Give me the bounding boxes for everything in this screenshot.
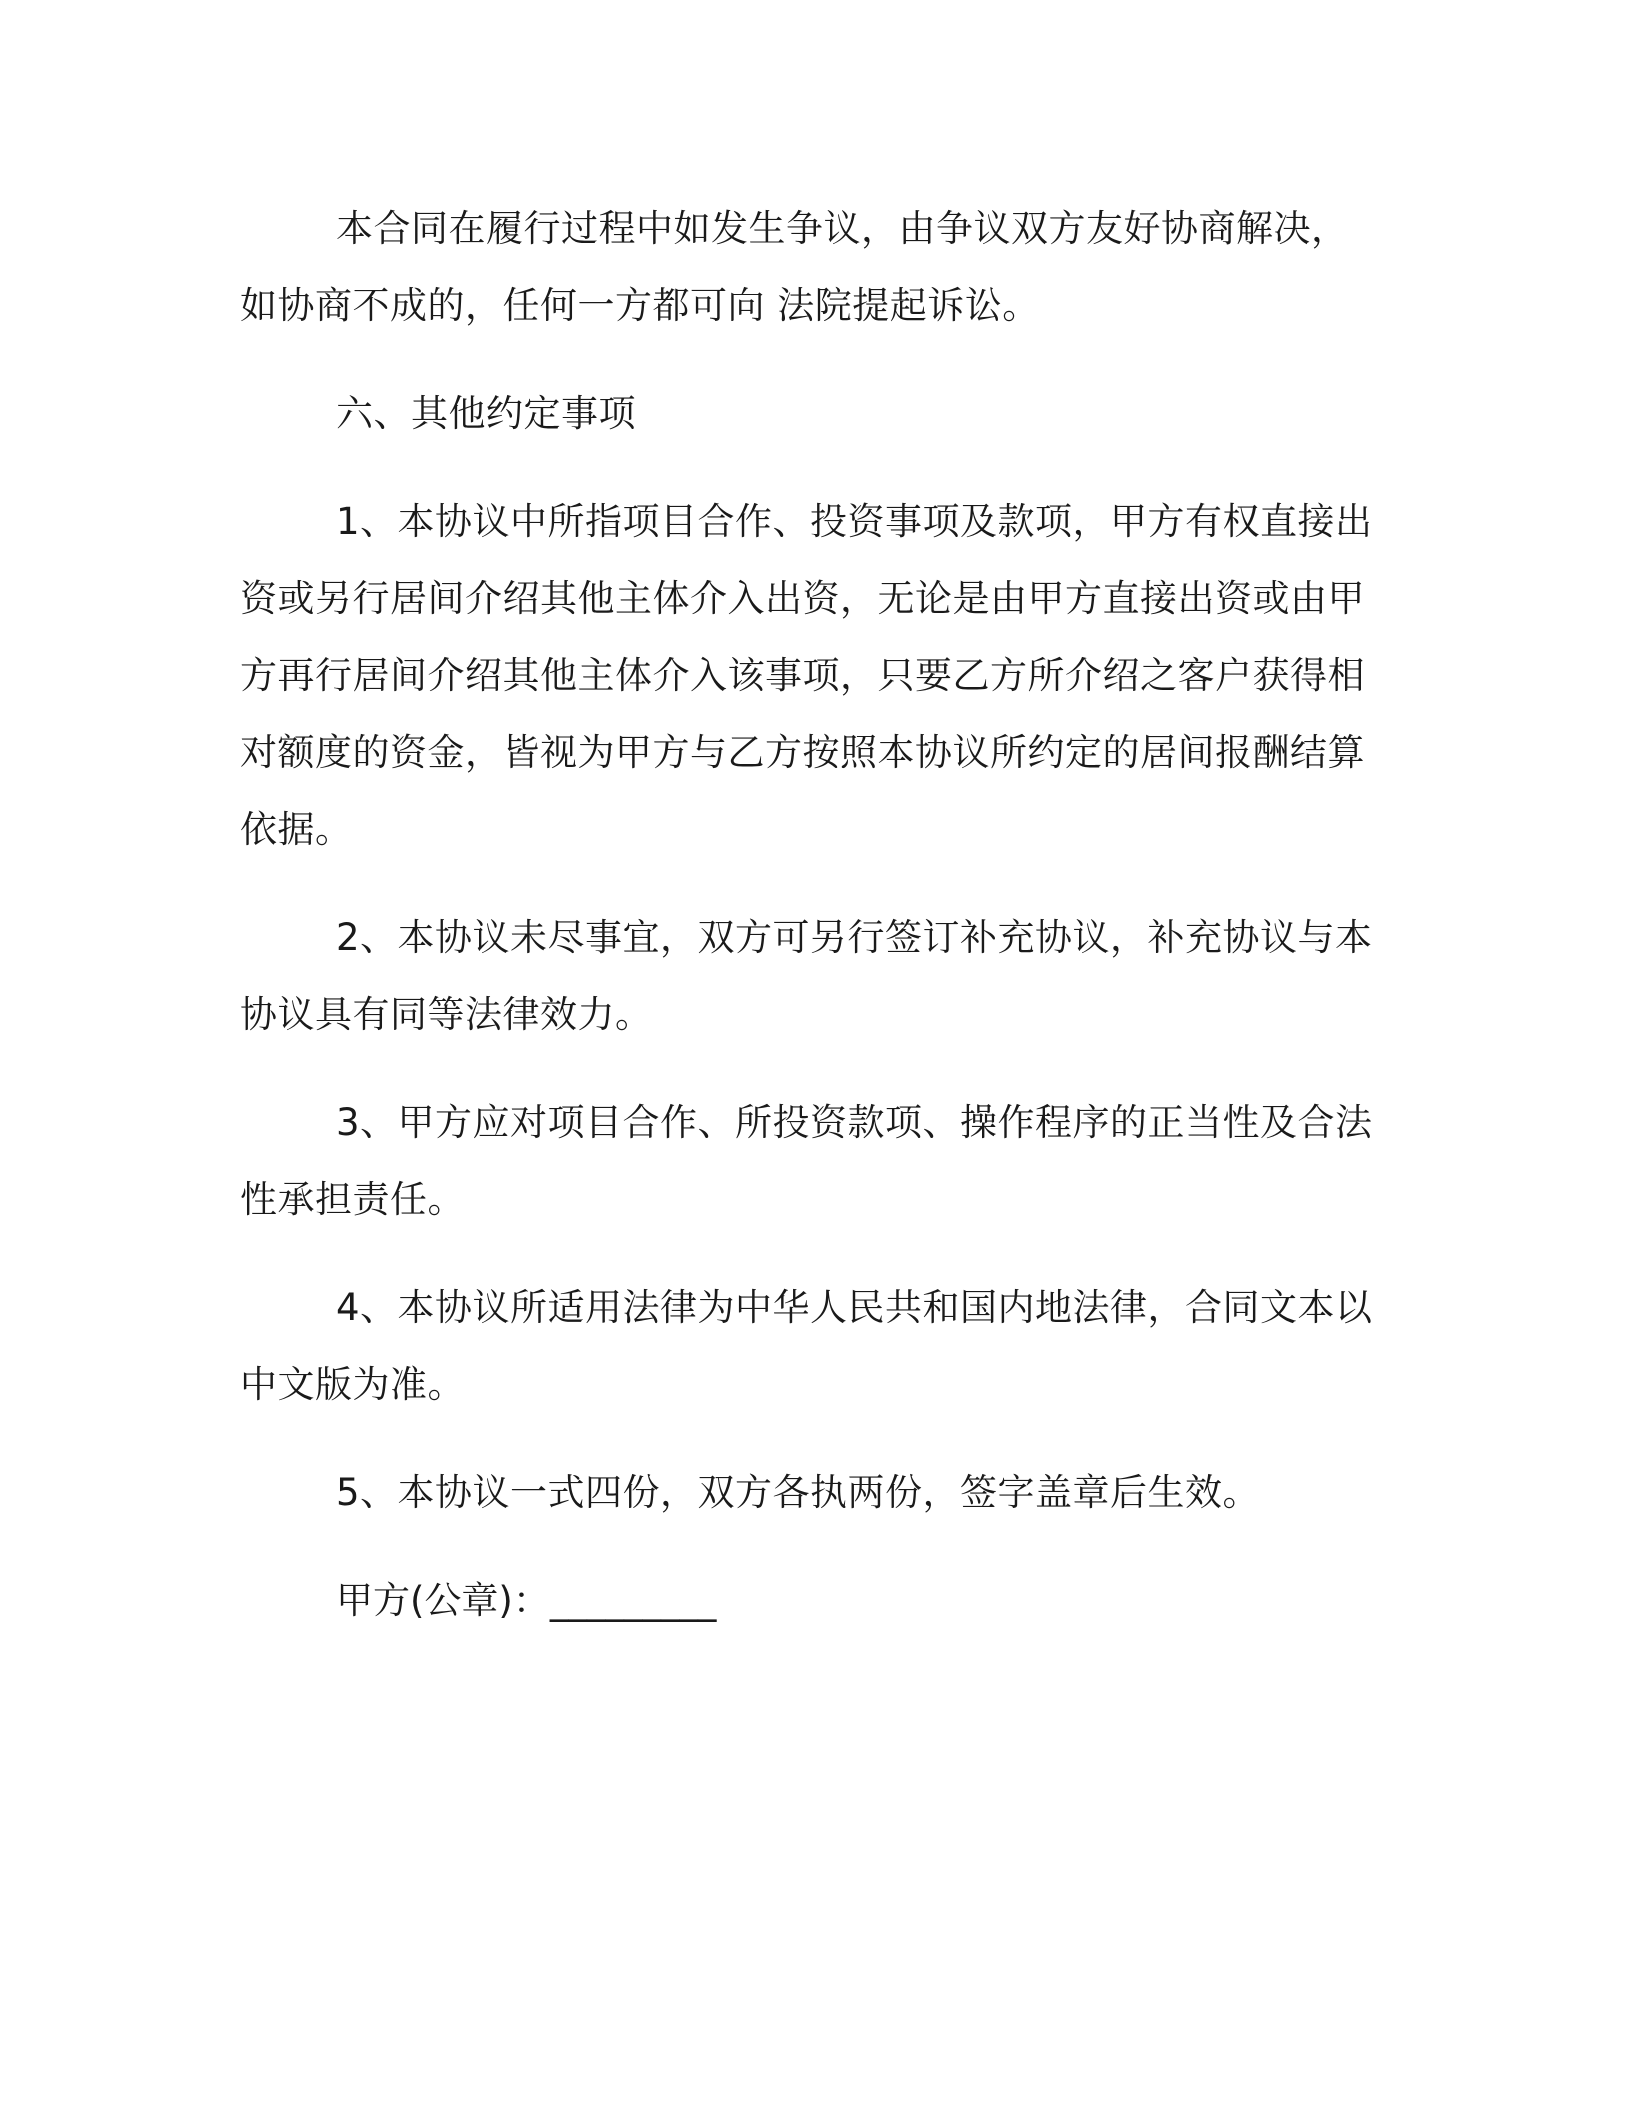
dispute-resolution-paragraph: 本合同在履行过程中如发生争议，由争议双方友好协商解决，如协商不成的，任何一方都可向 法院提起诉讼。: [240, 207, 1349, 327]
clause-3-paragraph: 3、甲方应对项目合作、所投资款项、操作程序的正当性及合法性承担责任。: [240, 1101, 1373, 1221]
section-heading-other-matters: 六、其他约定事项: [336, 392, 636, 435]
clause-5-paragraph: 5、本协议一式四份，双方各执两份，签字盖章后生效。: [336, 1471, 1261, 1514]
party-a-signature-line: 甲方(公章)：_________: [336, 1579, 717, 1622]
clause-1-paragraph: 1、本协议中所指项目合作、投资事项及款项，甲方有权直接出资或另行居间介绍其他主体介入出资，无论是由甲方直接出资或由甲方再行居间介绍其他主体介入该事项，只要乙方所介绍之客户获得相对额度的资金，皆视为甲方与乙方按照本协议所约定的居间报酬结算依据。: [240, 500, 1373, 851]
document-page: [240, 190, 1380, 1639]
clause-4-paragraph: 4、本协议所适用法律为中华人民共和国内地法律，合同文本以中文版为准。: [240, 1286, 1373, 1406]
clause-2-paragraph: 2、本协议未尽事宜，双方可另行签订补充协议，补充协议与本协议具有同等法律效力。: [240, 916, 1373, 1036]
